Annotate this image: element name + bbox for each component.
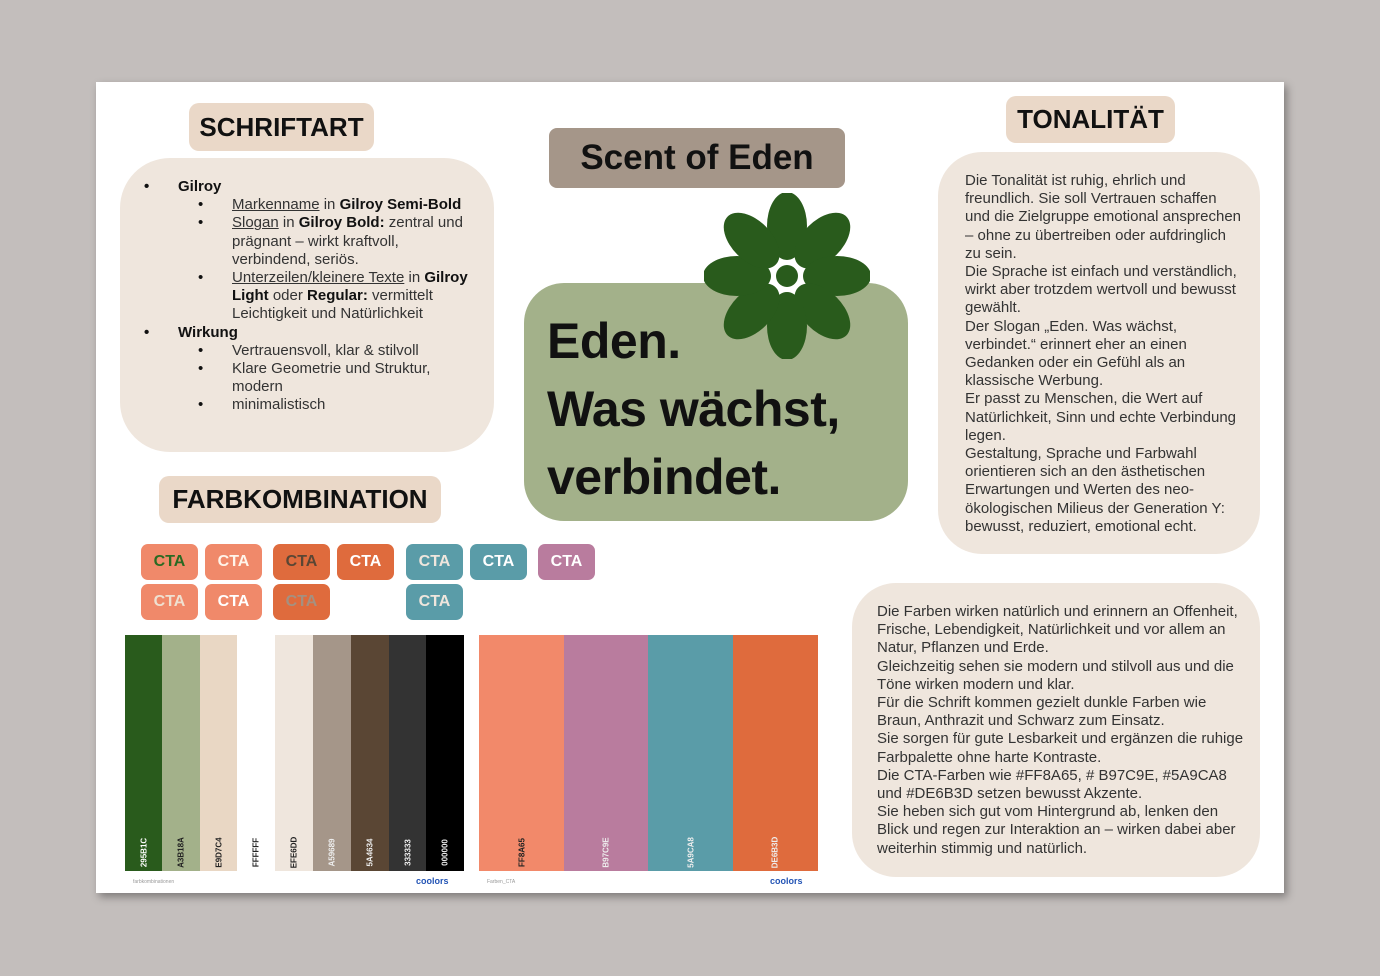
list-item: • Vertrauensvoll, klar & stilvoll bbox=[120, 342, 494, 360]
coolors-logo: coolors bbox=[770, 876, 803, 886]
swatch-hex: 000000 bbox=[440, 839, 450, 866]
cta-button-sample[interactable]: CTA bbox=[406, 584, 463, 620]
color-swatch bbox=[426, 635, 464, 871]
swatch-hex: A59689 bbox=[327, 838, 337, 867]
slogan-line: Was wächst, bbox=[547, 381, 840, 437]
color-swatch bbox=[313, 635, 351, 871]
color-swatch bbox=[351, 635, 389, 871]
list-item: • Klare Geometrie und Struktur, modern bbox=[120, 360, 494, 396]
cta-button-sample[interactable]: CTA bbox=[141, 584, 198, 620]
cta-button-sample[interactable]: CTA bbox=[337, 544, 394, 580]
color-swatch bbox=[162, 635, 200, 871]
color-swatch bbox=[237, 635, 275, 871]
swatch-hex: EFE6DD bbox=[289, 836, 299, 869]
swatch-hex: E9D7C4 bbox=[214, 837, 224, 868]
farben-text: Die Farben wirken natürlich und erinnern an Offenheit, Frische, Lebendigkeit, Natürlichkeit und vor allem an Natur, Pflanzen und Erde. Gleichzeitig sehen sie modern und stilvoll aus und die Töne wirken modern und klar. Für die Schrift kommen gezielt dunkle Farben wie Braun, Anthrazit und Schwarz zum Einsatz. Sie sorgen für gute Lesbarkeit und ergänzen die ruhige Farbpalette ohne harte Kontraste. Die CTA-Farben wie #FF8A65, # B97C9E, #5A9CA8 und #DE6B3D setzen bewusst Akzente. Sie heben sich gut vom Hintergrund ab, lenken den Blick und regen zur Interaktion an – wirken dabei aber weiterhin stimmig und natürlich. bbox=[852, 583, 1260, 877]
farbkombination-title: FARBKOMBINATION bbox=[159, 476, 441, 523]
color-swatch bbox=[479, 635, 564, 871]
flower-center bbox=[776, 265, 798, 287]
color-swatch bbox=[275, 635, 313, 871]
flower-logo-icon bbox=[704, 193, 870, 359]
swatch-hex: FFFFFF bbox=[251, 837, 261, 868]
list-heading: • Wirkung bbox=[120, 324, 494, 342]
cta-button-sample[interactable]: CTA bbox=[470, 544, 527, 580]
cta-button-sample[interactable]: CTA bbox=[538, 544, 595, 580]
cta-button-sample[interactable]: CTA bbox=[273, 584, 330, 620]
cta-button-sample[interactable]: CTA bbox=[273, 544, 330, 580]
cta-button-sample[interactable]: CTA bbox=[205, 544, 262, 580]
swatch-hex: 295B1C bbox=[139, 837, 149, 868]
slogan-line: verbindet. bbox=[547, 449, 781, 505]
cta-button-sample[interactable]: CTA bbox=[406, 544, 463, 580]
color-swatch bbox=[200, 635, 238, 871]
palette-caption: farbkombinationen bbox=[133, 879, 175, 885]
slogan-line: Eden. bbox=[547, 313, 681, 369]
swatch-hex: A3B18A bbox=[176, 837, 186, 868]
color-swatch bbox=[564, 635, 649, 871]
swatch-hex: FF8A65 bbox=[517, 838, 526, 867]
schriftart-title: SCHRIFTART bbox=[189, 103, 374, 151]
palette-caption: Farben_CTA bbox=[487, 879, 516, 885]
swatch-hex: 333333 bbox=[403, 839, 413, 866]
list-item: • Markenname in Gilroy Semi-Bold bbox=[120, 196, 494, 214]
swatch-hex: 5A9CA8 bbox=[686, 837, 695, 868]
coolors-logo: coolors bbox=[416, 876, 449, 886]
color-swatch bbox=[648, 635, 733, 871]
color-swatch bbox=[733, 635, 818, 871]
swatch-hex: 5A4634 bbox=[365, 838, 375, 867]
brand-name: Scent of Eden bbox=[549, 128, 845, 188]
tonalitaet-title: TONALITÄT bbox=[1006, 96, 1175, 143]
cta-button-sample[interactable]: CTA bbox=[141, 544, 198, 580]
cta-button-sample[interactable]: CTA bbox=[205, 584, 262, 620]
list-item: • Slogan in Gilroy Bold: zentral und prägnant – wirkt kraftvoll, verbindend, seriös. bbox=[120, 214, 494, 269]
color-swatch bbox=[125, 635, 163, 871]
swatch-hex: DE6B3D bbox=[770, 836, 780, 869]
color-swatch bbox=[389, 635, 427, 871]
schriftart-box bbox=[120, 158, 494, 452]
list-item: • minimalistisch bbox=[120, 396, 494, 414]
swatch-hex: B97C9E bbox=[601, 837, 611, 868]
list-heading: • Gilroy bbox=[120, 178, 494, 196]
list-item: • Unterzeilen/kleinere Texte in Gilroy Light oder Regular: vermittelt Leichtigkeit und Natürlichkeit bbox=[120, 269, 494, 324]
tonalitaet-text: Die Tonalität ist ruhig, ehrlich und freundlich. Sie soll Vertrauen schaffen und die Zielgruppe emotional ansprechen – ohne zu übertreiben oder aufdringlich zu sein. Die Sprache ist einfach und verständlich, wirkt aber trotzdem wertvoll und bewusst gewählt. Der Slogan „Eden. Was wächst, verbindet.“ erinnert eher an einen Gedanken oder ein Gefühl als an klassische Werbung. Er passt zu Menschen, die Wert auf Natürlichkeit, Sinn und echte Verbindung legen. Gestaltung, Sprache und Farbwahl orientieren sich an den ästhetischen Erwartungen und Werten des neo-ökologischen Milieus der Generation Y: bewusst, reduziert, emotional echt. bbox=[938, 152, 1260, 554]
